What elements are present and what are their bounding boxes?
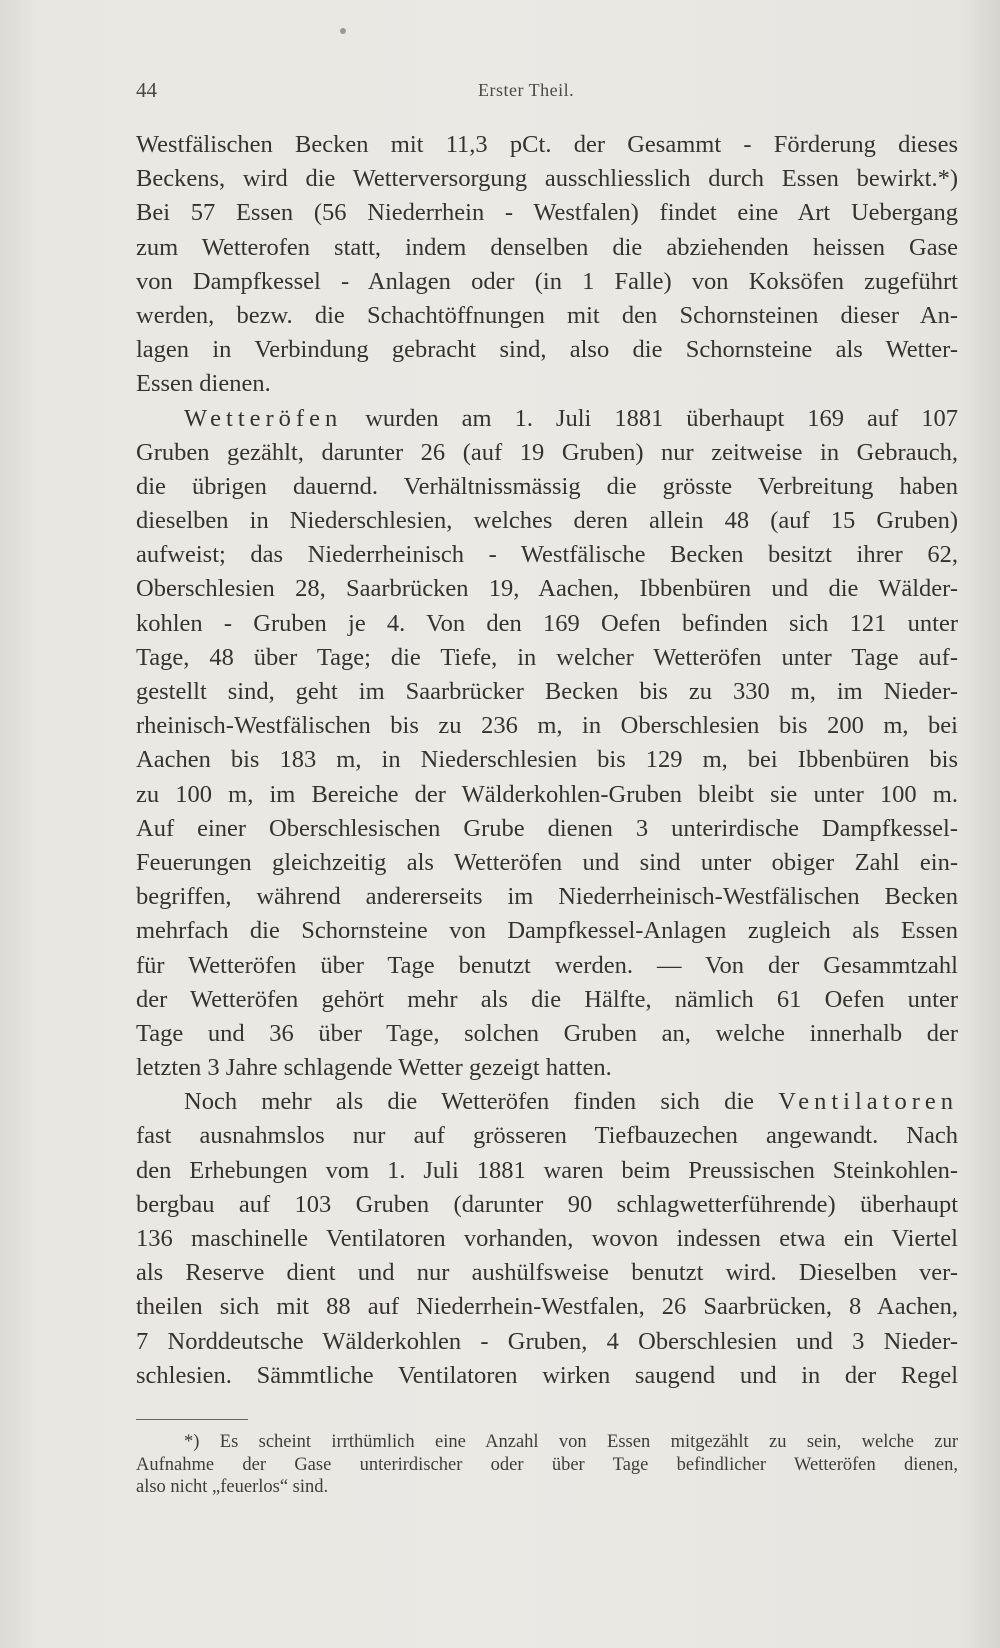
footnote-line: Aufnahme der Gase unterirdischer oder über Tage befindlicher Wetteröfen dienen, (136, 1454, 958, 1475)
spaced-term: Wetteröfen (184, 404, 343, 432)
text-line: Tage und 36 über Tage, solchen Gruben an, welche innerhalb der (136, 1019, 958, 1047)
text-line: Beckens, wird die Wetterversorgung ausschliesslich durch Essen bewirkt.*) (136, 165, 958, 193)
paragraph-start-line (136, 1085, 958, 1119)
text-line: begriffen, während andererseits im Niederrheinisch-Westfälischen Becken (136, 883, 958, 911)
text-line: den Erhebungen vom 1. Juli 1881 waren beim Preussischen Steinkohlen- (136, 1156, 958, 1184)
text-line: Aachen bis 183 m, in Niederschlesien bis 129 m, bei Ibbenbüren bis (136, 746, 958, 774)
text-line: Bei 57 Essen (56 Niederrhein - Westfalen) findet eine Art Uebergang (136, 199, 958, 227)
page-header (136, 78, 966, 108)
text-line: Oberschlesien 28, Saarbrücken 19, Aachen, Ibbenbüren und die Wälder- (136, 575, 958, 603)
text-line: Feuerungen gleichzeitig als Wetteröfen und sind unter obiger Zahl ein- (136, 848, 958, 876)
text-line: theilen sich mit 88 auf Niederrhein-Westfalen, 26 Saarbrücken, 8 Aachen, (136, 1293, 958, 1321)
ink-dot (340, 28, 346, 34)
running-head: Erster Theil. (478, 80, 575, 100)
text-line: aufweist; das Niederrheinisch - Westfälische Becken besitzt ihrer 62, (136, 541, 958, 569)
text-line: die übrigen dauernd. Verhältnissmässig die grösste Verbreitung haben (136, 472, 958, 500)
text-line: Tage, 48 über Tage; die Tiefe, in welcher Wetteröfen unter Tage auf- (136, 643, 958, 671)
text-line: Auf einer Oberschlesischen Grube dienen 3 unterirdische Dampfkessel- (136, 814, 958, 842)
paragraph-start-line (136, 402, 958, 436)
text-line: zum Wetterofen statt, indem denselben die abziehenden heissen Gase (136, 233, 958, 261)
text-line: bergbau auf 103 Gruben (darunter 90 schlagwetterführende) überhaupt (136, 1190, 958, 1218)
text-line: gestellt sind, geht im Saarbrücker Becken bis zu 330 m, im Nieder- (136, 678, 958, 705)
text-line: 7 Norddeutsche Wälderkohlen - Gruben, 4 Oberschlesien und 3 Nieder- (136, 1327, 958, 1355)
footnote-line: also nicht „feuerlos“ sind. (136, 1477, 329, 1497)
footnote (136, 1431, 958, 1499)
text-line: fast ausnahmslos nur auf grösseren Tiefbauzechen angewandt. Nach (136, 1122, 958, 1150)
text-line: zu 100 m, im Bereiche der Wälderkohlen-Gruben bleibt sie unter 100 m. (136, 780, 958, 808)
text-line: mehrfach die Schornsteine von Dampfkessel-Anlagen zugleich als Essen (136, 917, 958, 945)
body-text (136, 128, 958, 1393)
text-fragment: Noch mehr als die Wetteröfen finden sich die (184, 1088, 754, 1116)
text-line: schlesien. Sämmtliche Ventilatoren wirken saugend und in der Regel (136, 1361, 958, 1389)
text-line: kohlen - Gruben je 4. Von den 169 Oefen befinden sich 121 unter (136, 609, 958, 637)
text-line: letzten 3 Jahre schlagende Wetter gezeigt hatten. (136, 1054, 612, 1082)
text-line: 136 maschinelle Ventilatoren vorhanden, wovon indessen etwa ein Viertel (136, 1225, 958, 1252)
text-line: der Wetteröfen gehört mehr als die Hälfte, nämlich 61 Oefen unter (136, 985, 958, 1013)
text-line: für Wetteröfen über Tage benutzt werden. — Von der Gesammtzahl (136, 951, 958, 979)
footnote-line: *) Es scheint irrthümlich eine Anzahl von Essen mitgezählt zu sein, welche zur (184, 1432, 958, 1452)
page-number: 44 (136, 78, 157, 102)
text-line: Essen dienen. (136, 370, 271, 398)
text-line: Gruben gezählt, darunter 26 (auf 19 Gruben) nur zeitweise in Gebrauch, (136, 438, 958, 466)
text-line: werden, bezw. die Schachtöffnungen mit den Schornsteinen dieser An- (136, 301, 958, 329)
text-line: als Reserve dient und nur aushülfsweise benutzt wird. Dieselben ver- (136, 1259, 958, 1287)
text-line: von Dampfkessel - Anlagen oder (in 1 Falle) von Koksöfen zugeführt (136, 267, 958, 295)
text-line: lagen in Verbindung gebracht sind, also die Schornsteine als Wetter- (136, 336, 958, 364)
text-fragment: wurden am 1. Juli 1881 überhaupt 169 auf 107 (365, 404, 958, 432)
text-line: rheinisch-Westfälischen bis zu 236 m, in Oberschlesien bis 200 m, bei (136, 712, 958, 740)
text-line: Westfälischen Becken mit 11,3 pCt. der Gesammt - Förderung dieses (136, 131, 958, 158)
footnote-divider (136, 1419, 248, 1420)
spaced-term: Ventilatoren (778, 1088, 958, 1116)
text-line: dieselben in Niederschlesien, welches deren allein 48 (auf 15 Gruben) (136, 507, 958, 535)
